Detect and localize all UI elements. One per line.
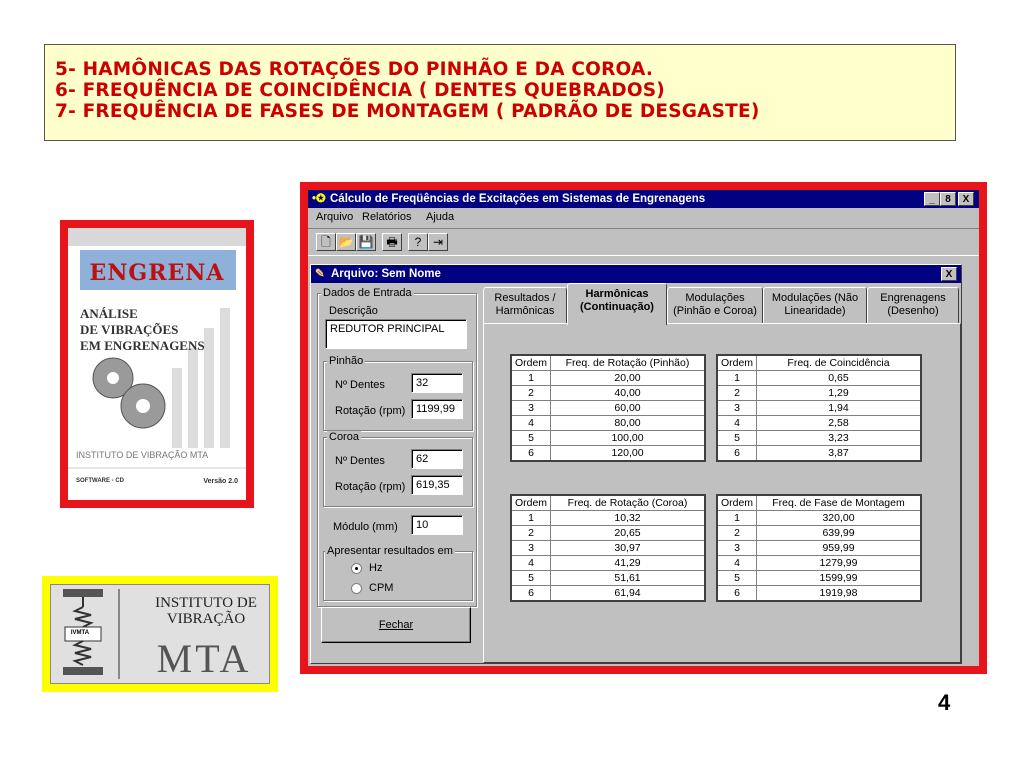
save-icon[interactable]: 💾 bbox=[356, 233, 376, 251]
frequency-cell: 41,29 bbox=[551, 556, 706, 571]
help-icon[interactable]: ? bbox=[408, 233, 428, 251]
table-row bbox=[511, 386, 705, 401]
pinhao-rotacao-label: Rotação (rpm) bbox=[335, 405, 406, 417]
cover-institute: INSTITUTO DE VIBRAÇÃO MTA bbox=[76, 450, 209, 460]
table-row bbox=[717, 556, 921, 571]
radio-cpm-label: CPM bbox=[369, 582, 394, 594]
descricao-label: Descrição bbox=[329, 305, 378, 317]
slide-header bbox=[44, 44, 956, 141]
frequency-cell: 0,65 bbox=[757, 371, 922, 386]
order-cell: 3 bbox=[511, 401, 551, 416]
cover-title: ENGRENA bbox=[89, 260, 225, 286]
column-header: Freq. de Fase de Montagem bbox=[757, 495, 922, 511]
column-header: Freq. de Rotação (Pinhão) bbox=[551, 355, 706, 371]
order-cell: 2 bbox=[717, 386, 757, 401]
menu-arquivo[interactable]: Arquivo bbox=[316, 211, 354, 223]
order-cell: 5 bbox=[717, 571, 757, 586]
order-cell: 4 bbox=[717, 556, 757, 571]
order-cell: 3 bbox=[511, 541, 551, 556]
modulo-field[interactable]: 10 bbox=[411, 515, 463, 535]
table-header-row bbox=[717, 355, 921, 371]
descricao-field[interactable]: REDUTOR PRINCIPAL bbox=[325, 319, 467, 349]
tab-label: Linearidade) bbox=[784, 305, 846, 317]
table-row bbox=[511, 401, 705, 416]
logo-brand: MTA bbox=[156, 636, 252, 681]
table-row bbox=[717, 401, 921, 416]
order-cell: 1 bbox=[717, 371, 757, 386]
minimize-button[interactable]: _ bbox=[924, 192, 940, 206]
tab-label: (Continuação) bbox=[580, 301, 654, 313]
frequency-cell: 959,99 bbox=[757, 541, 922, 556]
order-cell: 6 bbox=[511, 446, 551, 462]
table-row bbox=[717, 586, 921, 602]
table-row bbox=[511, 511, 705, 526]
order-cell: 4 bbox=[511, 556, 551, 571]
child-titlebar[interactable] bbox=[311, 265, 961, 283]
order-cell: 5 bbox=[717, 431, 757, 446]
column-header: Freq. de Rotação (Coroa) bbox=[551, 495, 706, 511]
logo-line: INSTITUTO DE bbox=[155, 595, 257, 611]
table-row bbox=[717, 526, 921, 541]
table-header-row bbox=[511, 495, 705, 511]
order-cell: 3 bbox=[717, 401, 757, 416]
table-row bbox=[511, 541, 705, 556]
toolbar bbox=[308, 228, 979, 256]
table-row bbox=[717, 386, 921, 401]
frequency-cell: 320,00 bbox=[757, 511, 922, 526]
table-fase bbox=[716, 494, 922, 602]
tab-label: Resultados / bbox=[494, 292, 556, 304]
table-row bbox=[511, 586, 705, 602]
header-line-5: 5- HAMÔNICAS DAS ROTAÇÕES DO PINHÃO E DA COROA. bbox=[55, 59, 654, 80]
logo-text bbox=[141, 595, 271, 627]
frequency-cell: 1919,98 bbox=[757, 586, 922, 602]
order-cell: 3 bbox=[717, 541, 757, 556]
tab-modulacoes-nao-linearidade[interactable] bbox=[763, 287, 867, 323]
frequency-cell: 40,00 bbox=[551, 386, 706, 401]
logo-tag: IVMTA bbox=[70, 630, 90, 636]
frequency-cell: 30,97 bbox=[551, 541, 706, 556]
table-row bbox=[511, 556, 705, 571]
column-header: Freq. de Coincidência bbox=[757, 355, 922, 371]
open-icon[interactable]: 📂 bbox=[336, 233, 356, 251]
table-header-row bbox=[511, 355, 705, 371]
table-row bbox=[511, 371, 705, 386]
frequency-cell: 1599,99 bbox=[757, 571, 922, 586]
order-cell: 1 bbox=[511, 511, 551, 526]
fechar-label: Fechar bbox=[378, 619, 414, 631]
radio-hz-label: Hz bbox=[369, 562, 383, 574]
table-row bbox=[717, 571, 921, 586]
header-line-6: 6- FREQUÊNCIA DE COINCIDÊNCIA ( DENTES QUEBRADOS) bbox=[55, 80, 665, 101]
table-row bbox=[511, 416, 705, 431]
order-cell: 1 bbox=[511, 371, 551, 386]
column-header: Ordem bbox=[717, 495, 757, 511]
coroa-dentes-field[interactable]: 62 bbox=[411, 449, 463, 469]
order-cell: 6 bbox=[717, 586, 757, 602]
mta-logo bbox=[50, 584, 270, 684]
logo-line: VIBRAÇÃO bbox=[166, 611, 246, 627]
frequency-cell: 1,29 bbox=[757, 386, 922, 401]
order-cell: 6 bbox=[511, 586, 551, 602]
cover-subtitle bbox=[80, 306, 240, 354]
table-row bbox=[717, 541, 921, 556]
frequency-cell: 639,99 bbox=[757, 526, 922, 541]
table-row bbox=[717, 511, 921, 526]
tab-harmonicas-continuacao[interactable] bbox=[567, 283, 667, 325]
gear-icon bbox=[93, 358, 165, 428]
table-row bbox=[511, 446, 705, 462]
order-cell: 2 bbox=[511, 526, 551, 541]
order-cell: 2 bbox=[717, 526, 757, 541]
child-close-button[interactable]: X bbox=[941, 267, 957, 281]
frequency-cell: 1279,99 bbox=[757, 556, 922, 571]
frequency-cell: 61,94 bbox=[551, 586, 706, 602]
tab-label: Modulações (Não bbox=[771, 292, 859, 304]
tab-label: Harmônicas bbox=[585, 288, 649, 300]
pinhao-rotacao-field[interactable]: 1199,99 bbox=[411, 399, 463, 419]
table-row bbox=[717, 371, 921, 386]
frequency-cell: 2,58 bbox=[757, 416, 922, 431]
order-cell: 4 bbox=[717, 416, 757, 431]
order-cell: 5 bbox=[511, 431, 551, 446]
column-header: Ordem bbox=[511, 495, 551, 511]
table-coroa bbox=[510, 494, 706, 602]
pinhao-group bbox=[323, 361, 473, 431]
cover-subtitle-line: EM ENGRENAGENS bbox=[80, 338, 205, 353]
child-window bbox=[310, 264, 962, 664]
tab-label: Modulações bbox=[685, 292, 745, 304]
tab-engrenagens[interactable] bbox=[867, 287, 959, 323]
maximize-button[interactable]: 8 bbox=[940, 192, 956, 206]
modulo-label: Módulo (mm) bbox=[333, 521, 398, 533]
unit-group bbox=[323, 551, 473, 601]
table-coincidencia bbox=[716, 354, 922, 462]
frequency-cell: 51,61 bbox=[551, 571, 706, 586]
table-row bbox=[717, 431, 921, 446]
order-cell: 4 bbox=[511, 416, 551, 431]
coroa-rotacao-label: Rotação (rpm) bbox=[335, 481, 406, 493]
file-icon: ✎ bbox=[315, 268, 325, 280]
column-header: Ordem bbox=[511, 355, 551, 371]
frequency-cell: 60,00 bbox=[551, 401, 706, 416]
cover-subtitle-line: ANÁLISE bbox=[80, 306, 138, 321]
frequency-cell: 120,00 bbox=[551, 446, 706, 462]
tab-label: Engrenagens bbox=[880, 292, 946, 304]
coroa-group bbox=[323, 437, 473, 507]
menu-relatorios[interactable]: Relatórios bbox=[362, 211, 412, 223]
fechar-button[interactable] bbox=[321, 607, 471, 643]
frequency-cell: 3,23 bbox=[757, 431, 922, 446]
software-cover bbox=[68, 228, 246, 500]
order-cell: 5 bbox=[511, 571, 551, 586]
frequency-cell: 10,32 bbox=[551, 511, 706, 526]
new-icon[interactable]: 🗋 bbox=[316, 233, 336, 251]
frequency-cell: 80,00 bbox=[551, 416, 706, 431]
order-cell: 6 bbox=[717, 446, 757, 462]
radio-hz[interactable] bbox=[351, 563, 362, 574]
page-number: 4 bbox=[938, 690, 951, 715]
frequency-cell: 3,87 bbox=[757, 446, 922, 462]
table-row bbox=[717, 446, 921, 462]
order-cell: 2 bbox=[511, 386, 551, 401]
pinhao-dentes-label: Nº Dentes bbox=[335, 379, 385, 391]
coroa-rotacao-field[interactable]: 619,35 bbox=[411, 475, 463, 495]
tab-label: (Pinhão e Coroa) bbox=[673, 305, 757, 317]
print-icon[interactable]: 🖶 bbox=[382, 233, 402, 251]
input-group-title: Dados de Entrada bbox=[323, 287, 412, 299]
frequency-cell: 1,94 bbox=[757, 401, 922, 416]
cover-software: SOFTWARE - CD bbox=[76, 478, 124, 484]
radio-cpm[interactable] bbox=[351, 583, 362, 594]
table-row bbox=[511, 571, 705, 586]
table-pinhao bbox=[510, 354, 706, 462]
menu-bar bbox=[308, 208, 979, 226]
header-line-7: 7- FREQUÊNCIA DE FASES DE MONTAGEM ( PADRÃO DE DESGASTE) bbox=[55, 101, 760, 122]
column-header: Ordem bbox=[717, 355, 757, 371]
cover-version: Versão 2.0 bbox=[203, 478, 238, 485]
frequency-cell: 100,00 bbox=[551, 431, 706, 446]
pinhao-title: Pinhão bbox=[329, 355, 364, 367]
unit-group-title: Apresentar resultados em bbox=[327, 545, 453, 557]
cover-subtitle-line: DE VIBRAÇÕES bbox=[80, 322, 179, 337]
tab-resultados[interactable] bbox=[483, 287, 567, 323]
order-cell: 1 bbox=[717, 511, 757, 526]
tab-modulacoes[interactable] bbox=[667, 287, 763, 323]
close-button[interactable]: X bbox=[958, 192, 974, 206]
menu-ajuda[interactable]: Ajuda bbox=[426, 211, 455, 223]
tab-panel bbox=[483, 323, 961, 663]
coroa-title: Coroa bbox=[329, 431, 359, 443]
window-titlebar[interactable] bbox=[308, 190, 979, 208]
app-icon: •✪ bbox=[312, 193, 326, 205]
exit-icon[interactable]: ⇥ bbox=[428, 233, 448, 251]
table-row bbox=[511, 526, 705, 541]
table-row bbox=[717, 416, 921, 431]
tab-label: (Desenho) bbox=[887, 305, 939, 317]
frequency-cell: 20,00 bbox=[551, 371, 706, 386]
coroa-dentes-label: Nº Dentes bbox=[335, 455, 385, 467]
app-window bbox=[308, 190, 979, 666]
frequency-cell: 20,65 bbox=[551, 526, 706, 541]
tab-label: Harmônicas bbox=[495, 305, 555, 317]
window-title: Cálculo de Freqüências de Excitações em Sistemas de Engrenagens bbox=[330, 193, 706, 205]
table-header-row bbox=[717, 495, 921, 511]
pinhao-dentes-field[interactable]: 32 bbox=[411, 373, 463, 393]
child-title: Arquivo: Sem Nome bbox=[331, 268, 441, 280]
table-row bbox=[511, 431, 705, 446]
